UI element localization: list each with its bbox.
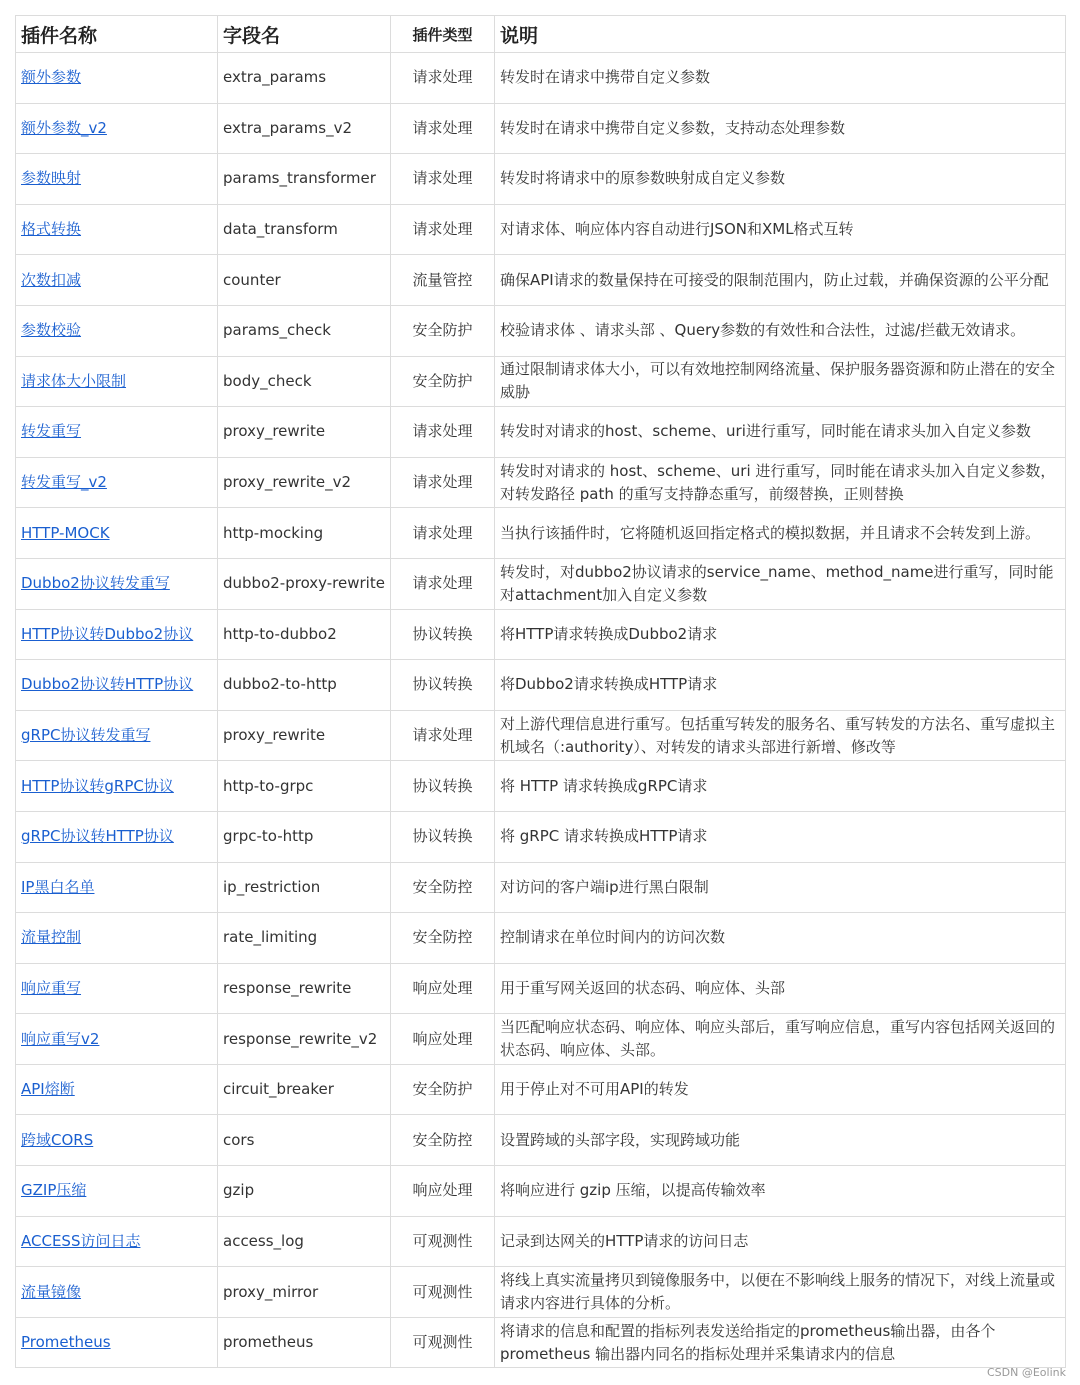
table-row <box>16 558 1066 609</box>
description-cell: 对请求体、响应体内容自动进行JSON和XML格式互转 <box>495 204 1066 255</box>
plugin-name-link[interactable]: gRPC协议转HTTP协议 <box>21 827 174 846</box>
header-description: 说明 <box>495 16 1066 53</box>
field-name-cell: ip_restriction <box>218 862 391 913</box>
table-row <box>16 1317 1066 1368</box>
table-row <box>16 609 1066 660</box>
plugin-type-cell: 请求处理 <box>391 407 495 458</box>
table-row <box>16 1216 1066 1267</box>
table-row <box>16 1115 1066 1166</box>
plugin-name-link[interactable]: gRPC协议转发重写 <box>21 726 151 745</box>
description-cell: 转发时对请求的 host、scheme、uri 进行重写，同时能在请求头加入自定义参数，对转发路径 path 的重写支持静态重写，前缀替换，正则替换 <box>495 457 1066 508</box>
field-name-cell: data_transform <box>218 204 391 255</box>
plugin-name-cell <box>16 204 218 255</box>
plugin-type-cell: 请求处理 <box>391 103 495 154</box>
plugin-name-cell <box>16 154 218 205</box>
plugin-type-cell: 请求处理 <box>391 457 495 508</box>
field-name-cell: proxy_mirror <box>218 1267 391 1318</box>
plugin-type-cell: 请求处理 <box>391 508 495 559</box>
field-name-cell: grpc-to-http <box>218 811 391 862</box>
field-name-cell: params_check <box>218 305 391 356</box>
table-row <box>16 710 1066 761</box>
table-row <box>16 862 1066 913</box>
plugin-type-cell: 安全防护 <box>391 1064 495 1115</box>
plugin-name-link[interactable]: HTTP协议转gRPC协议 <box>21 776 174 795</box>
plugin-name-link[interactable]: ACCESS访问日志 <box>21 1231 141 1250</box>
plugin-name-link[interactable]: HTTP协议转Dubbo2协议 <box>21 624 194 643</box>
plugin-type-cell: 协议转换 <box>391 660 495 711</box>
plugin-type-cell: 响应处理 <box>391 1166 495 1217</box>
description-cell: 设置跨域的头部字段，实现跨域功能 <box>495 1115 1066 1166</box>
description-cell: 将响应进行 gzip 压缩，以提高传输效率 <box>495 1166 1066 1217</box>
description-cell: 当执行该插件时，它将随机返回指定格式的模拟数据，并且请求不会转发到上游。 <box>495 508 1066 559</box>
plugin-name-cell <box>16 407 218 458</box>
field-name-cell: extra_params_v2 <box>218 103 391 154</box>
plugin-name-cell <box>16 963 218 1014</box>
plugin-name-cell <box>16 811 218 862</box>
plugin-name-cell <box>16 508 218 559</box>
table-row <box>16 761 1066 812</box>
table-row <box>16 508 1066 559</box>
plugin-name-cell <box>16 761 218 812</box>
plugin-type-cell: 协议转换 <box>391 811 495 862</box>
table-header <box>16 16 1066 53</box>
plugin-type-cell: 安全防控 <box>391 1115 495 1166</box>
plugin-type-cell: 可观测性 <box>391 1317 495 1368</box>
plugin-name-cell <box>16 862 218 913</box>
table-row <box>16 660 1066 711</box>
header-plugin-type: 插件类型 <box>391 16 495 53</box>
description-cell: 将 gRPC 请求转换成HTTP请求 <box>495 811 1066 862</box>
description-cell: 将线上真实流量拷贝到镜像服务中，以便在不影响线上服务的情况下，对线上流量或请求内容进行具体的分析。 <box>495 1267 1066 1318</box>
plugin-name-link[interactable]: 流量镜像 <box>21 1282 82 1301</box>
field-name-cell: rate_limiting <box>218 913 391 964</box>
field-name-cell: proxy_rewrite <box>218 407 391 458</box>
plugin-type-cell: 安全防护 <box>391 356 495 407</box>
plugin-type-cell: 流量管控 <box>391 255 495 306</box>
field-name-cell: params_transformer <box>218 154 391 205</box>
plugin-name-link[interactable]: Prometheus <box>21 1333 111 1352</box>
plugin-name-cell <box>16 457 218 508</box>
field-name-cell: counter <box>218 255 391 306</box>
plugin-name-cell <box>16 1014 218 1065</box>
table-row <box>16 811 1066 862</box>
field-name-cell: body_check <box>218 356 391 407</box>
table-row <box>16 103 1066 154</box>
table-row <box>16 154 1066 205</box>
plugin-type-cell: 响应处理 <box>391 1014 495 1065</box>
table-row <box>16 407 1066 458</box>
plugin-name-cell <box>16 1317 218 1368</box>
plugin-name-link[interactable]: API熔断 <box>21 1080 75 1099</box>
plugin-table <box>15 15 1066 1368</box>
table-row <box>16 1014 1066 1065</box>
field-name-cell: access_log <box>218 1216 391 1267</box>
plugin-name-link[interactable]: 额外参数 <box>21 68 82 87</box>
plugin-type-cell: 协议转换 <box>391 761 495 812</box>
plugin-name-cell <box>16 609 218 660</box>
table-row <box>16 305 1066 356</box>
field-name-cell: http-mocking <box>218 508 391 559</box>
description-cell: 用于停止对不可用API的转发 <box>495 1064 1066 1115</box>
description-cell: 将请求的信息和配置的指标列表发送给指定的prometheus输出器，由各个prometheus 输出器内同名的指标处理并采集请求内的信息 <box>495 1317 1066 1368</box>
description-cell: 对上游代理信息进行重写。包括重写转发的服务名、重写转发的方法名、重写虚拟主机域名（:authority）、对转发的请求头部进行新增、修改等 <box>495 710 1066 761</box>
field-name-cell: gzip <box>218 1166 391 1217</box>
field-name-cell: response_rewrite_v2 <box>218 1014 391 1065</box>
plugin-name-cell <box>16 660 218 711</box>
table-row <box>16 356 1066 407</box>
field-name-cell: http-to-dubbo2 <box>218 609 391 660</box>
plugin-name-cell <box>16 558 218 609</box>
description-cell: 控制请求在单位时间内的访问次数 <box>495 913 1066 964</box>
plugin-type-cell: 可观测性 <box>391 1216 495 1267</box>
plugin-name-link[interactable]: 转发重写 <box>21 422 82 441</box>
field-name-cell: dubbo2-proxy-rewrite <box>218 558 391 609</box>
header-plugin-name: 插件名称 <box>16 16 218 53</box>
plugin-name-cell <box>16 1267 218 1318</box>
field-name-cell: proxy_rewrite_v2 <box>218 457 391 508</box>
watermark: CSDN @Eolink <box>987 1366 1066 1379</box>
plugin-type-cell: 请求处理 <box>391 53 495 104</box>
field-name-cell: dubbo2-to-http <box>218 660 391 711</box>
description-cell: 转发时在请求中携带自定义参数 <box>495 53 1066 104</box>
field-name-cell: proxy_rewrite <box>218 710 391 761</box>
plugin-name-link[interactable]: 额外参数_v2 <box>21 118 107 137</box>
table-row <box>16 204 1066 255</box>
header-row <box>16 16 1066 53</box>
description-cell: 转发时对请求的host、scheme、uri进行重写，同时能在请求头加入自定义参数 <box>495 407 1066 458</box>
description-cell: 将HTTP请求转换成Dubbo2请求 <box>495 609 1066 660</box>
plugin-name-cell <box>16 255 218 306</box>
description-cell: 记录到达网关的HTTP请求的访问日志 <box>495 1216 1066 1267</box>
plugin-name-cell <box>16 356 218 407</box>
description-cell: 转发时将请求中的原参数映射成自定义参数 <box>495 154 1066 205</box>
plugin-name-link[interactable]: 格式转换 <box>21 220 82 239</box>
plugin-name-cell <box>16 53 218 104</box>
header-field-name: 字段名 <box>218 16 391 53</box>
plugin-type-cell: 安全防护 <box>391 305 495 356</box>
plugin-name-link[interactable]: 跨域CORS <box>21 1130 94 1149</box>
field-name-cell: extra_params <box>218 53 391 104</box>
description-cell: 当匹配响应状态码、响应体、响应头部后，重写响应信息，重写内容包括网关返回的状态码、响应体、头部。 <box>495 1014 1066 1065</box>
plugin-name-cell <box>16 710 218 761</box>
table-row <box>16 53 1066 104</box>
plugin-name-link[interactable]: 响应重写v2 <box>21 1029 100 1048</box>
table-row <box>16 1064 1066 1115</box>
plugin-name-link[interactable]: 参数映射 <box>21 169 82 188</box>
table-body <box>16 53 1066 1368</box>
plugin-name-link[interactable]: HTTP-MOCK <box>21 523 110 542</box>
plugin-name-link[interactable]: Dubbo2协议转发重写 <box>21 574 170 593</box>
field-name-cell: circuit_breaker <box>218 1064 391 1115</box>
plugin-type-cell: 请求处理 <box>391 558 495 609</box>
plugin-name-link[interactable]: 参数校验 <box>21 321 82 340</box>
plugin-name-cell <box>16 1064 218 1115</box>
field-name-cell: http-to-grpc <box>218 761 391 812</box>
description-cell: 转发时，对dubbo2协议请求的service_name、method_name进行重写，同时能对attachment加入自定义参数 <box>495 558 1066 609</box>
description-cell: 确保API请求的数量保持在可接受的限制范围内，防止过载，并确保资源的公平分配 <box>495 255 1066 306</box>
plugin-name-cell <box>16 1166 218 1217</box>
plugin-type-cell: 响应处理 <box>391 963 495 1014</box>
table-row <box>16 1166 1066 1217</box>
description-cell: 校验请求体 、请求头部 、Query参数的有效性和合法性，过滤/拦截无效请求。 <box>495 305 1066 356</box>
plugin-name-cell <box>16 1216 218 1267</box>
plugin-name-link[interactable]: 流量控制 <box>21 928 82 947</box>
description-cell: 将 HTTP 请求转换成gRPC请求 <box>495 761 1066 812</box>
table-row <box>16 457 1066 508</box>
field-name-cell: response_rewrite <box>218 963 391 1014</box>
plugin-type-cell: 请求处理 <box>391 204 495 255</box>
description-cell: 通过限制请求体大小，可以有效地控制网络流量、保护服务器资源和防止潜在的安全威胁 <box>495 356 1066 407</box>
description-cell: 将Dubbo2请求转换成HTTP请求 <box>495 660 1066 711</box>
table-row <box>16 255 1066 306</box>
table-row <box>16 1267 1066 1318</box>
plugin-type-cell: 安全防控 <box>391 913 495 964</box>
plugin-name-link[interactable]: 转发重写_v2 <box>21 473 107 492</box>
plugin-type-cell: 协议转换 <box>391 609 495 660</box>
description-cell: 对访问的客户端ip进行黑白限制 <box>495 862 1066 913</box>
plugin-name-link[interactable]: IP黑白名单 <box>21 877 95 896</box>
plugin-type-cell: 请求处理 <box>391 154 495 205</box>
plugin-name-link[interactable]: GZIP压缩 <box>21 1181 87 1200</box>
table-row <box>16 963 1066 1014</box>
plugin-name-cell <box>16 1115 218 1166</box>
field-name-cell: prometheus <box>218 1317 391 1368</box>
plugin-type-cell: 请求处理 <box>391 710 495 761</box>
plugin-name-cell <box>16 913 218 964</box>
description-cell: 转发时在请求中携带自定义参数，支持动态处理参数 <box>495 103 1066 154</box>
plugin-name-link[interactable]: Dubbo2协议转HTTP协议 <box>21 675 194 694</box>
plugin-name-link[interactable]: 响应重写 <box>21 978 82 997</box>
description-cell: 用于重写网关返回的状态码、响应体、头部 <box>495 963 1066 1014</box>
plugin-type-cell: 可观测性 <box>391 1267 495 1318</box>
table-row <box>16 913 1066 964</box>
plugin-name-cell <box>16 103 218 154</box>
plugin-type-cell: 安全防控 <box>391 862 495 913</box>
plugin-name-link[interactable]: 次数扣减 <box>21 270 82 289</box>
plugin-name-cell <box>16 305 218 356</box>
field-name-cell: cors <box>218 1115 391 1166</box>
plugin-name-link[interactable]: 请求体大小限制 <box>21 371 127 390</box>
